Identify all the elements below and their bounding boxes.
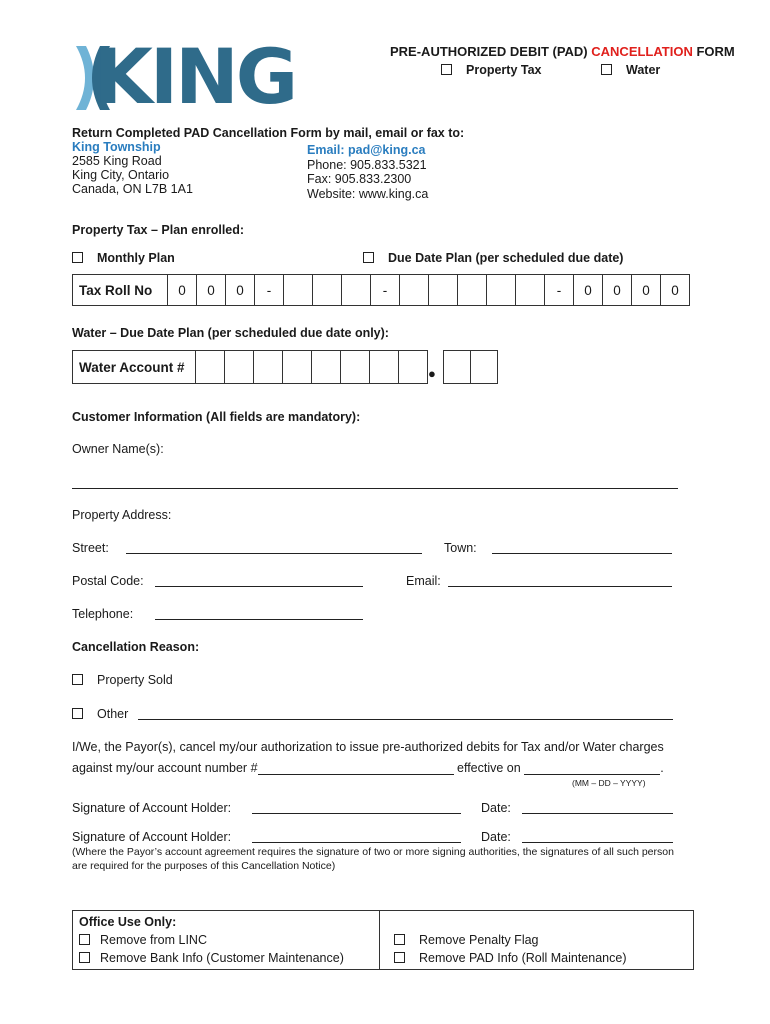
water-account-suffix-grid [443, 350, 498, 384]
authorization-line-1: I/We, the Payor(s), cancel my/our authorization to issue pre-authorized debits for Tax and/or Water charges [72, 740, 664, 754]
signature-note: (Where the Payor’s account agreement requires the signature of two or more signing authorities, the signatures of all such person are required for the purposes of this Cancellation Notice) [72, 846, 674, 872]
remove-bank-checkbox[interactable] [79, 952, 90, 963]
contact-fax: Fax: 905.833.2300 [307, 172, 412, 186]
tax-roll-cell[interactable]: 0 [661, 275, 690, 306]
property-sold-checkbox[interactable] [72, 674, 83, 685]
water-account-cell[interactable] [370, 351, 399, 384]
auth-prefix: against my/our account number # [72, 761, 258, 775]
remove-penalty-checkbox[interactable] [394, 934, 405, 945]
water-option [601, 63, 660, 77]
date-field-2[interactable] [522, 830, 673, 843]
org-name: King Township [72, 140, 161, 154]
remove-pad-option [394, 949, 687, 967]
water-account-suffix-cell[interactable] [444, 351, 471, 384]
title-suffix: FORM [692, 44, 735, 59]
tax-roll-cell[interactable]: 0 [632, 275, 661, 306]
other-label: Other [97, 707, 129, 721]
monthly-plan-checkbox[interactable] [72, 252, 83, 263]
due-date-plan-checkbox[interactable] [363, 252, 374, 263]
water-account-cell[interactable] [341, 351, 370, 384]
tax-roll-cell[interactable]: 0 [168, 275, 197, 306]
telephone-label: Telephone: [72, 607, 134, 621]
property-tax-option-label: Property Tax [466, 63, 542, 77]
form-title [390, 44, 735, 59]
other-option [72, 707, 128, 721]
monthly-plan-option [72, 251, 175, 265]
water-account-cell[interactable] [283, 351, 312, 384]
contact-website[interactable]: Website: www.king.ca [307, 186, 429, 201]
town-field[interactable] [492, 541, 672, 554]
owner-name-field[interactable] [72, 476, 678, 489]
tax-roll-cell[interactable]: 0 [197, 275, 226, 306]
tax-roll-cell[interactable]: - [255, 275, 284, 306]
tax-roll-cell[interactable]: 0 [603, 275, 632, 306]
tax-roll-cell[interactable]: 0 [226, 275, 255, 306]
water-account-cell[interactable] [225, 351, 254, 384]
owner-name-label: Owner Name(s): [72, 442, 164, 456]
remove-linc-checkbox[interactable] [79, 934, 90, 945]
due-date-plan-option [363, 251, 623, 265]
mailing-address [72, 140, 193, 196]
street-field[interactable] [126, 541, 422, 554]
office-use-right [380, 911, 694, 970]
effective-date-field[interactable] [524, 762, 660, 775]
title-prefix: PRE-AUTHORIZED DEBIT (PAD) [390, 44, 592, 59]
water-checkbox[interactable] [601, 64, 612, 75]
address-line-2: King City, Ontario [72, 168, 170, 182]
contact-info [307, 143, 428, 201]
water-account-cell[interactable] [399, 351, 428, 384]
remove-pad-label: Remove PAD Info (Roll Maintenance) [419, 951, 627, 965]
other-reason-field[interactable] [138, 707, 673, 720]
tax-roll-cell[interactable] [487, 275, 516, 306]
signature-label-1: Signature of Account Holder: [72, 801, 232, 815]
signature-field-1[interactable] [252, 801, 461, 814]
return-heading: Return Completed PAD Cancellation Form by mail, email or fax to: [72, 126, 465, 140]
property-address-label: Property Address: [72, 508, 172, 522]
property-sold-option [72, 673, 173, 687]
due-date-plan-label: Due Date Plan (per scheduled due date) [388, 251, 624, 265]
date-field-1[interactable] [522, 801, 673, 814]
tax-roll-grid [72, 274, 690, 306]
water-option-label: Water [626, 63, 661, 77]
tax-roll-cell[interactable] [342, 275, 371, 306]
town-label: Town: [444, 541, 477, 555]
customer-heading: Customer Information (All fields are mandatory): [72, 410, 361, 424]
remove-bank-option [79, 949, 373, 967]
king-logo [72, 32, 296, 121]
cancellation-heading: Cancellation Reason: [72, 640, 200, 654]
office-use-left [73, 911, 380, 970]
water-account-cell[interactable] [254, 351, 283, 384]
tax-roll-cell[interactable]: 0 [574, 275, 603, 306]
contact-email[interactable]: Email: pad@king.ca [307, 143, 426, 157]
signature-field-2[interactable] [252, 830, 461, 843]
postal-code-label: Postal Code: [72, 574, 144, 588]
remove-linc-label: Remove from LINC [100, 933, 207, 947]
service-options [441, 63, 542, 77]
telephone-field[interactable] [155, 607, 363, 620]
water-heading: Water – Due Date Plan (per scheduled due date only): [72, 326, 389, 340]
remove-penalty-label: Remove Penalty Flag [419, 933, 539, 947]
email-field[interactable] [448, 574, 672, 587]
date-format-hint: (MM – DD – YYYY) [572, 778, 646, 788]
email-label: Email: [406, 574, 441, 588]
address-line-3: Canada, ON L7B 1A1 [72, 182, 193, 196]
water-account-cell[interactable] [312, 351, 341, 384]
address-line-1: 2585 King Road [72, 154, 162, 168]
water-account-suffix-cell[interactable] [471, 351, 498, 384]
water-account-dot: ● [428, 366, 436, 381]
contact-phone: Phone: 905.833.5321 [307, 157, 427, 172]
water-account-label: Water Account # [73, 351, 196, 384]
other-checkbox[interactable] [72, 708, 83, 719]
tax-roll-cell[interactable] [313, 275, 342, 306]
remove-linc-option [79, 931, 373, 949]
logo-wordmark: KING [94, 32, 296, 121]
property-sold-label: Property Sold [97, 673, 173, 687]
office-use-table [72, 910, 694, 970]
authorization-line-2 [72, 761, 664, 775]
auth-suffix: . [660, 761, 664, 775]
street-label: Street: [72, 541, 109, 555]
date-label-1: Date: [481, 801, 511, 815]
monthly-plan-label: Monthly Plan [97, 251, 175, 265]
water-account-cell[interactable] [196, 351, 225, 384]
postal-code-field[interactable] [155, 574, 363, 587]
property-tax-checkbox[interactable] [441, 64, 452, 75]
account-number-field[interactable] [258, 762, 454, 775]
tax-roll-cell[interactable] [284, 275, 313, 306]
tax-roll-cell[interactable] [458, 275, 487, 306]
tax-roll-cell[interactable] [400, 275, 429, 306]
office-use-heading: Office Use Only: [79, 915, 177, 929]
property-tax-heading: Property Tax – Plan enrolled: [72, 223, 245, 237]
title-highlight: CANCELLATION [591, 44, 693, 59]
remove-bank-label: Remove Bank Info (Customer Maintenance) [100, 951, 344, 965]
date-label-2: Date: [481, 830, 511, 844]
water-account-grid [72, 350, 428, 384]
tax-roll-label: Tax Roll No [73, 275, 168, 306]
tax-roll-cell[interactable] [516, 275, 545, 306]
auth-middle: effective on [453, 761, 525, 775]
remove-pad-checkbox[interactable] [394, 952, 405, 963]
tax-roll-cell[interactable]: - [371, 275, 400, 306]
signature-label-2: Signature of Account Holder: [72, 830, 232, 844]
remove-penalty-option [394, 931, 687, 949]
tax-roll-cell[interactable]: - [545, 275, 574, 306]
tax-roll-cell[interactable] [429, 275, 458, 306]
